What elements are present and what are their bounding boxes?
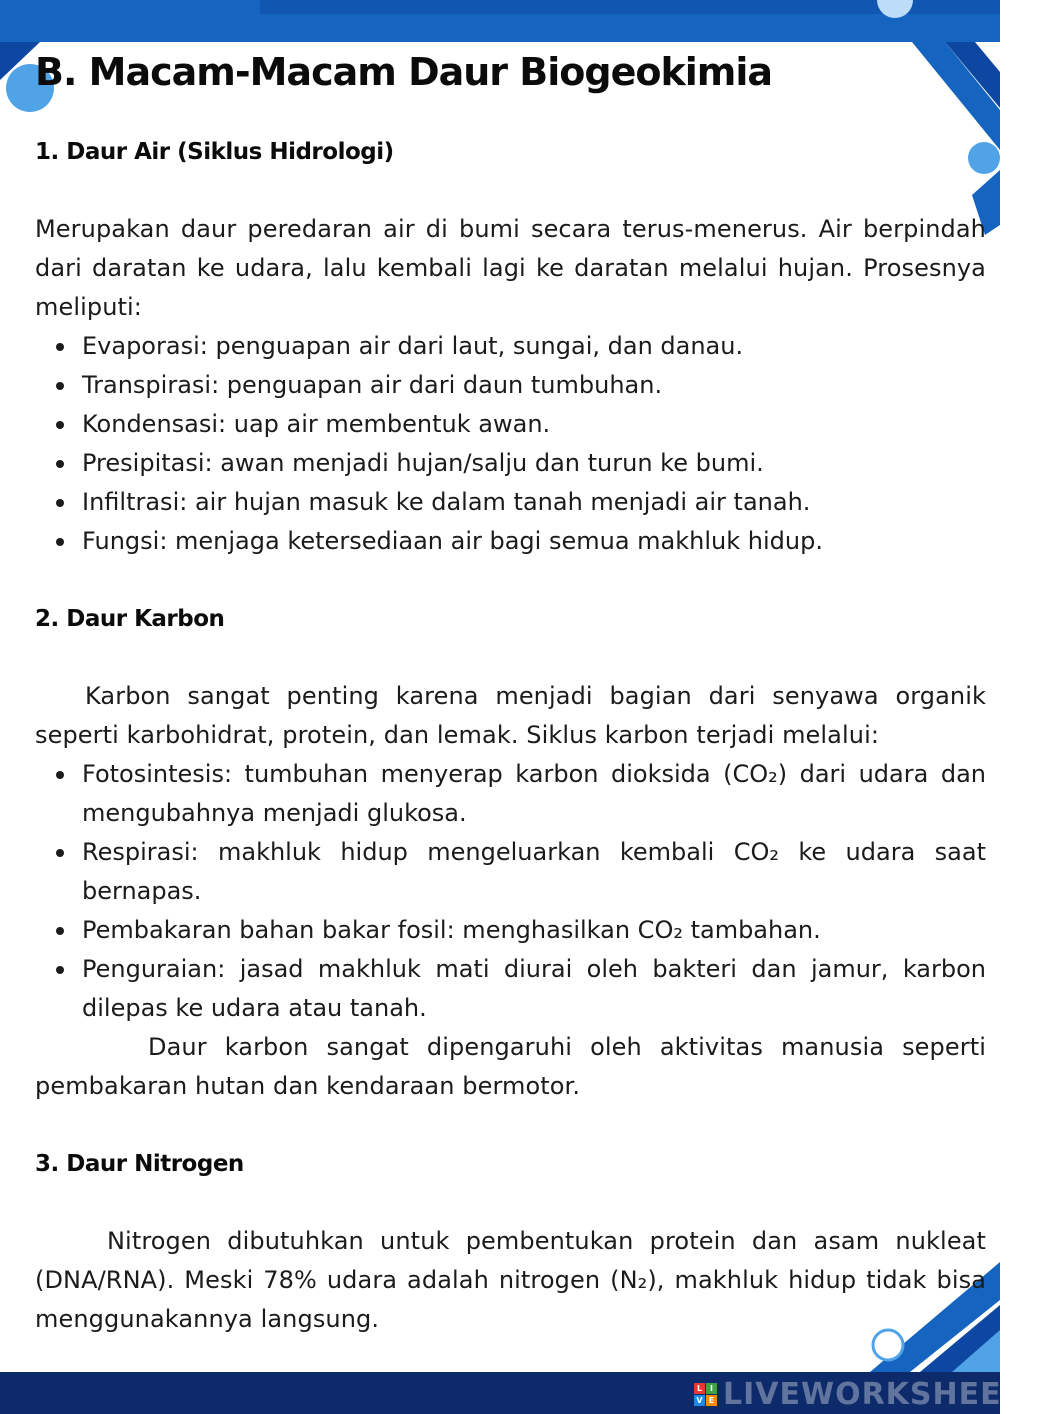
section-intro-daur-air: Merupakan daur peredaran air di bumi secara terus-menerus. Air berpindah dari daratan ke udara, lalu kembali lagi ke daratan melalui hujan. Prosesnya meliputi: — [35, 215, 986, 321]
list-item: Kondensasi: uap air membentuk awan. — [82, 405, 986, 444]
watermark-text: LIVEWORKSHEETS — [723, 1377, 1046, 1412]
page-title: B. Macam-Macam Daur Biogeokimia — [35, 50, 773, 94]
section-intro-daur-karbon: Karbon sangat penting karena menjadi bagian dari senyawa organik seperti karbohidrat, protein, dan lemak. Siklus karbon terjadi melalui: — [35, 682, 986, 749]
section-heading-daur-karbon: 2. Daur Karbon — [35, 606, 225, 632]
liveworksheets-logo-icon: L I V E — [694, 1383, 717, 1406]
list-item: Evaporasi: penguapan air dari laut, sungai, dan danau. — [82, 327, 986, 366]
list-item: Penguraian: jasad makhluk mati diurai oleh bakteri dan jamur, karbon dilepas ke udara atau tanah. — [82, 950, 986, 1028]
list-item: Fotosintesis: tumbuhan menyerap karbon dioksida (CO₂) dari udara dan mengubahnya menjadi glukosa. — [82, 755, 986, 833]
page-content — [35, 40, 986, 1339]
list-item: Respirasi: makhluk hidup mengeluarkan kembali CO₂ ke udara saat bernapas. — [82, 833, 986, 911]
list-item: Pembakaran bahan bakar fosil: menghasilkan CO₂ tambahan. — [82, 911, 986, 950]
section-intro-daur-nitrogen: Nitrogen dibutuhkan untuk pembentukan protein dan asam nukleat (DNA/RNA). Meski 78% udara adalah nitrogen (N₂), makhluk hidup tidak bisa menggunakannya langsung. — [35, 1227, 986, 1333]
list-item: Transpirasi: penguapan air dari daun tumbuhan. — [82, 366, 986, 405]
section-heading-daur-nitrogen: 3. Daur Nitrogen — [35, 1151, 244, 1177]
list-item: Presipitasi: awan menjadi hujan/salju dan turun ke bumi. — [82, 444, 986, 483]
section-note-daur-karbon: Daur karbon sangat dipengaruhi oleh aktivitas manusia seperti pembakaran hutan dan kendaraan bermotor. — [35, 1033, 986, 1100]
section-heading-daur-air: 1. Daur Air (Siklus Hidrologi) — [35, 139, 394, 165]
liveworksheets-watermark — [694, 1377, 1046, 1412]
process-list-daur-karbon — [35, 755, 986, 1028]
list-item: Fungsi: menjaga ketersediaan air bagi semua makhluk hidup. — [82, 522, 986, 561]
process-list-daur-air — [35, 327, 986, 561]
list-item: Infiltrasi: air hujan masuk ke dalam tanah menjadi air tanah. — [82, 483, 986, 522]
